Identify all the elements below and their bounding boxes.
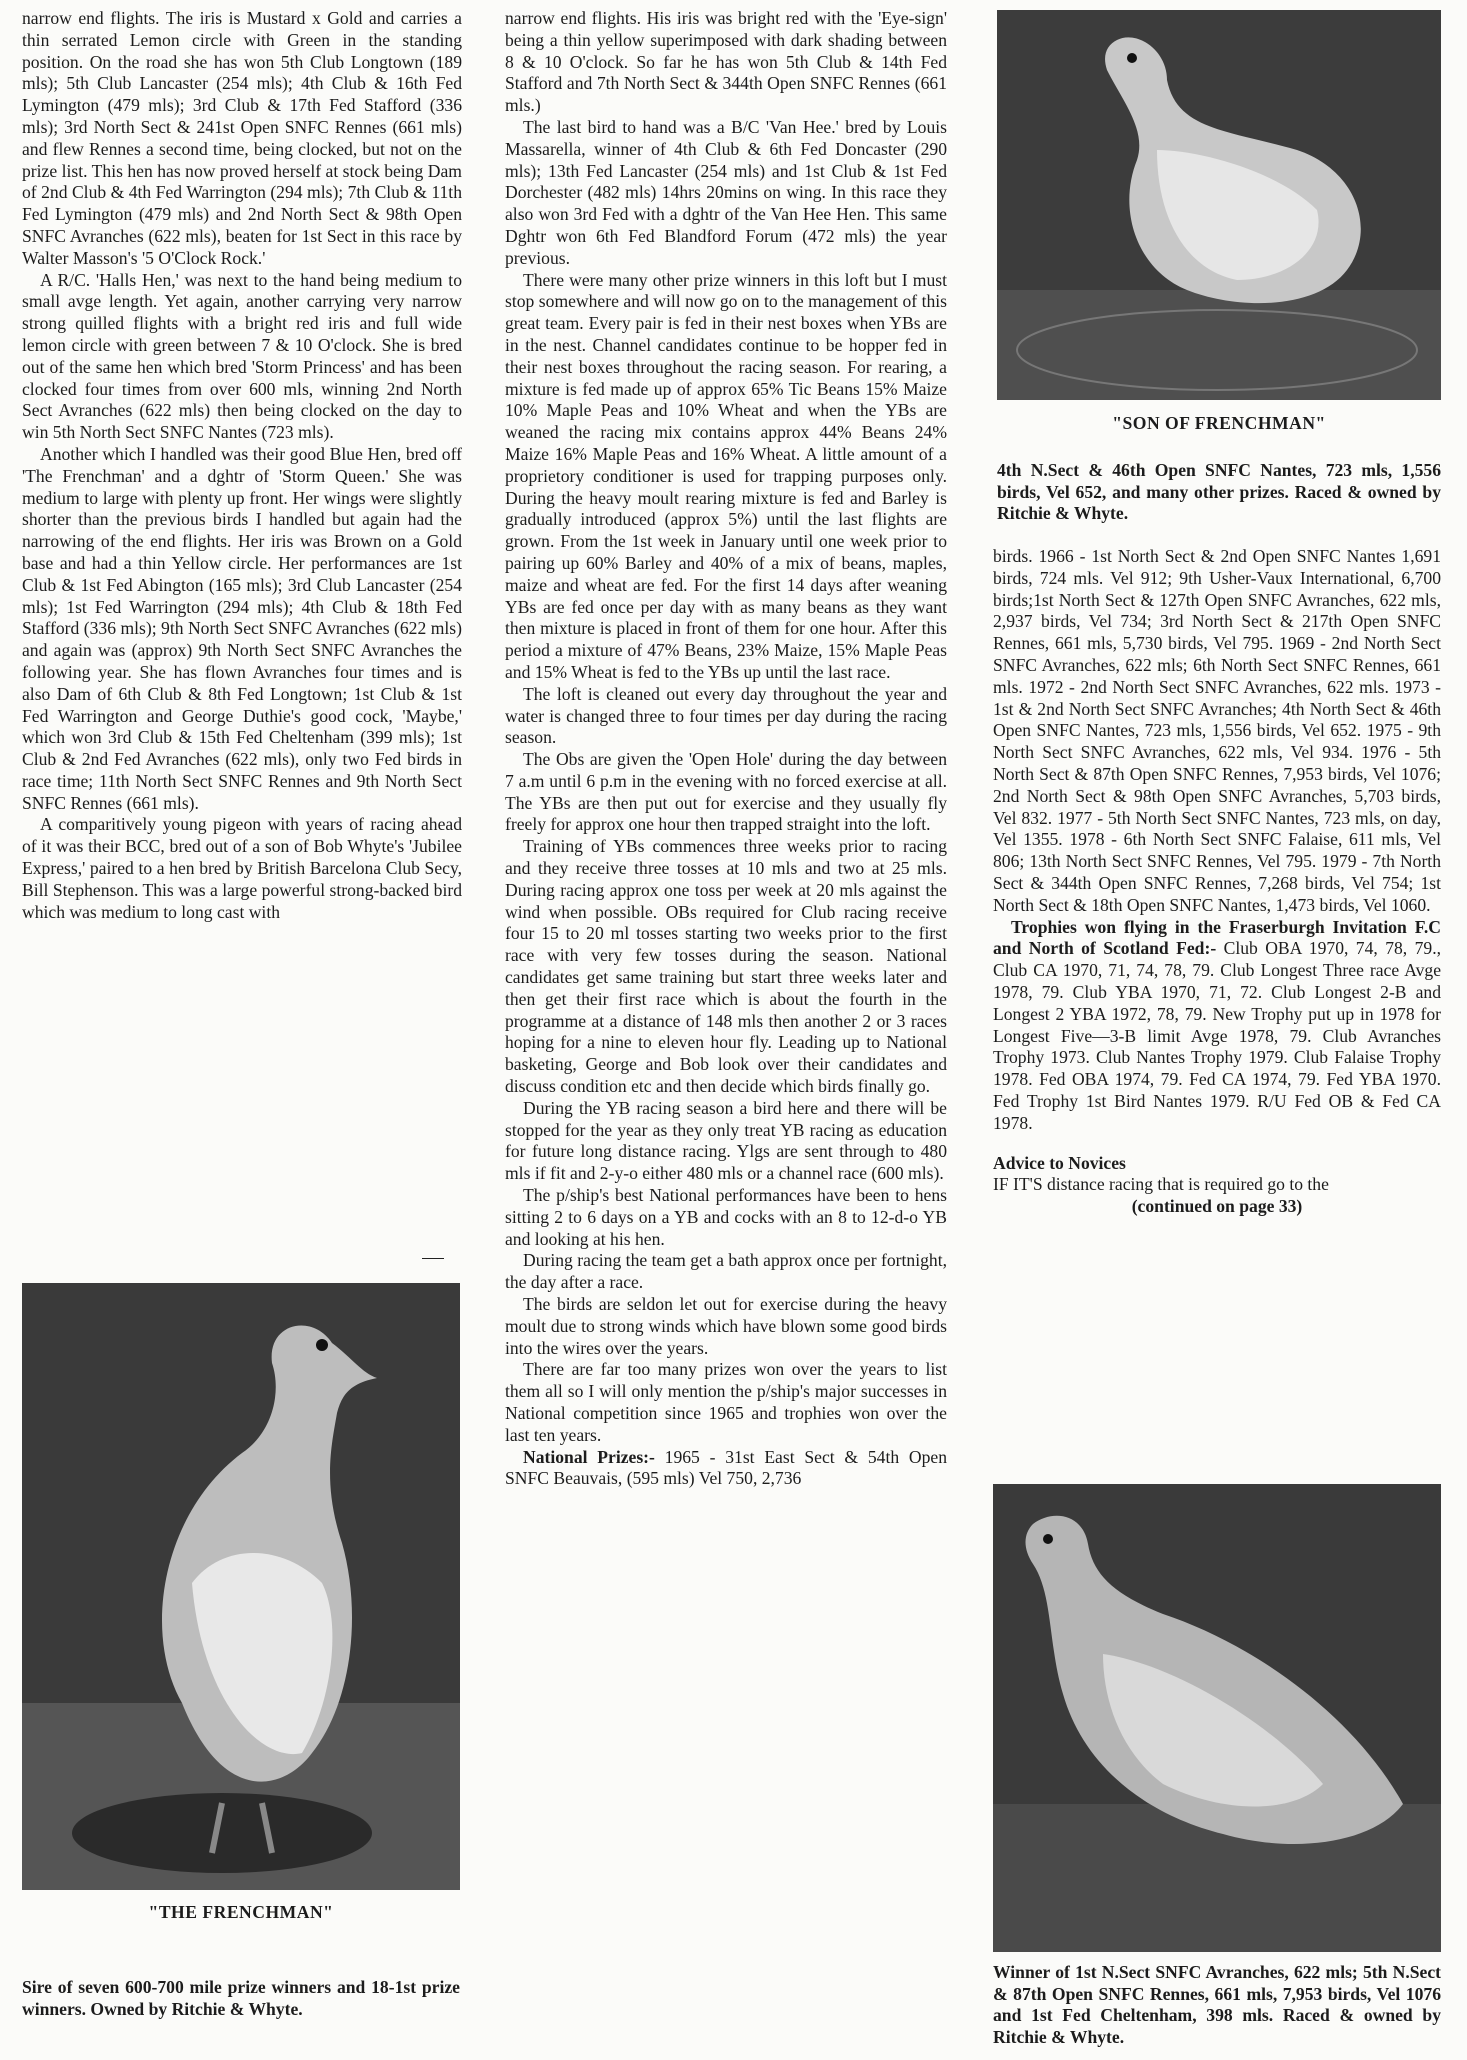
photo-nsect-winner [993,1484,1441,1952]
advice-text: IF IT'S distance racing that is required go to the [993,1174,1329,1195]
col2-paragraph-4: The loft is cleaned out every day throughout the year and water is changed three to four times per day during the racing season. [505,683,947,748]
photo-1-title: "THE FRENCHMAN" [148,1902,334,1922]
column-3 [993,546,1441,1218]
trophies-lead: Trophies won flying in the Fraserburgh Invitation F.C and North of Scotland Fed:- [993,916,1441,959]
col2-paragraph-12 [505,1447,947,1491]
photo-2-title: "SON OF FRENCHMAN" [1112,413,1326,433]
continued-note: (continued on page 33) [1131,1196,1303,1217]
col2-paragraph-3: There were many other prize winners in this loft but I must stop somewhere and will now go on to the management of this great team. Every pair is fed in their nest boxes when YBs are in the nest. Channel candidates continue to be hopper fed in their nest boxes throughout the racing season. For rearing, a mixture is fed made up of approx 65% Tic Beans 15% Maize 10% Maple Peas and 10% Wheat and when the YBs are weaned the racing mix contains approx 44% Beans 24% Maize 16% Maple Peas and 16% Wheat. A little amount of a proprietory conditioner is used for trapping purposes only. During the heavy moult rearing mixture is fed and Barley is gradually introduced (approx 5%) until the last flights are grown. From the 1st week in January until one week prior to pairing up 60% Barley and 40% of a mix of beans, maples, maize and wheat are fed. For the first 14 days after weaning YBs are fed once per day with as many beans as they want then mixture is placed in front of them for one hour. After this period a mixture of 47% Beans, 23% Maize, 15% Maple Peas and 15% Wheat is fed to the YBs up until the last race. [505,269,947,682]
photo-son-of-frenchman [997,10,1441,400]
col2-paragraph-7: During the YB racing season a bird here and there will be stopped for the year as they only treat YB racing as education for future long distance racing. Ylgs are sent through to 480 mls if fit and 2-y-o either 480 mls or a channel race (600 mls). [505,1097,947,1184]
col2-paragraph-10: The birds are seldon let out for exercise during the heavy moult due to strong winds which have blown some good birds into the wires over the years. [505,1294,947,1358]
photo-the-frenchman [22,1283,460,1890]
col1-paragraph-4: A comparitively young pigeon with years of racing ahead of it was their BCC, bred out of a son of Bob Whyte's 'Jubilee Express,' paired to a hen bred by British Barcelona Club Secy, Bill Stephenson. This was a large powerful strong-backed bird which was medium to long cast with [22,814,462,922]
col2-paragraph-11: There are far too many prizes won over the years to list them all so I will only mention the p/ship's major successes in National competition since 1965 and trophies won over the last ten years. [505,1359,947,1445]
column-1 [22,8,462,923]
national-prizes-text: 1965 - 31st East Sect & 54th Open SNFC Beauvais, (595 mls) Vel 750, 2,736 [505,1446,947,1489]
section-rule [422,1258,444,1259]
column-2 [505,8,947,1490]
photo-1-caption: Sire of seven 600-700 mile prize winners and 18-1st prize winners. Owned by Ritchie & Whyte. [22,1977,460,2019]
photo-2-caption: 4th N.Sect & 46th Open SNFC Nantes, 723 mls, 1,556 birds, Vel 652, and many other prizes. Raced & owned by Ritchie & Whyte. [997,460,1441,523]
advice-heading: Advice to Novices [993,1152,1126,1173]
col2-paragraph-8: The p/ship's best National performances have been to hens sitting 2 to 6 days on a YB and cocks with an 8 to 12-d-o YB and looking at his hen. [505,1185,947,1249]
col3-paragraph-1: birds. 1966 - 1st North Sect & 2nd Open SNFC Nantes 1,691 birds, 724 mls. Vel 912; 9th Usher-Vaux International, 6,700 birds;1st North Sect & 127th Open SNFC Avranches, 622 mls, 2,937 birds, Vel 734; 3rd North Sect & 217th Open SNFC Rennes, 661 mls, 5,730 birds, Vel 795. 1969 - 2nd North Sect SNFC Avranches, 622 mls; 6th North Sect SNFC Rennes, 661 mls. 1972 - 2nd North Sect SNFC Avranches, 622 mls. 1973 - 1st & 2nd North Sect SNFC Avranches; 4th North Sect & 46th Open SNFC Nantes, 723 mls, 1,556 birds, Vel 652. 1975 - 9th North Sect SNFC Avranches, 622 mls, Vel 934. 1976 - 5th North Sect & 87th Open SNFC Rennes, 7,953 birds, Vel 1076; 2nd North Sect & 98th Open SNFC Avranches, 5,703 birds, Vel 832. 1977 - 5th North Sect SNFC Nantes, 723 mls, on day, Vel 1355. 1978 - 6th North Sect SNFC Falaise, 611 mls, Vel 806; 13th North Sect SNFC Rennes, Vel 795. 1979 - 7th North Sect & 344th Open SNFC Rennes, 7,268 birds, Vel 754; 1st North Sect & 18th Open SNFC Nantes, 1,473 birds, Vel 1060. [993,546,1441,915]
col1-paragraph-1: narrow end flights. The iris is Mustard x Gold and carries a thin serrated Lemon circle with Green in the standing position. On the road she has won 5th Club Longtown (189 mls); 5th Club Lancaster (254 mls); 4th Club & 16th Fed Lymington (479 mls); 3rd Club & 17th Fed Stafford (336 mls); 3rd North Sect & 241st Open SNFC Rennes (661 mls) and flew Rennes a second time, being clocked, but not on the prize list. This hen has now proved herself at stock being Dam of 2nd Club & 4th Fed Warrington (294 mls); 7th Club & 11th Fed Lymington (479 mls) and 2nd North Sect & 98th Open SNFC Avranches (622 mls), beaten for 1st Sect in this race by Walter Masson's '5 O'Clock Rock.' [22,8,462,268]
pigeon-photo-1 [22,1283,460,1890]
col2-paragraph-6: Training of YBs commences three weeks prior to racing and they receive three tosses at 10 mls and two at 25 mls. During racing approx one toss per week at 20 mls against the wind when possible. OBs required for Club racing receive four 15 to 20 ml tosses starting two weeks prior to the first race with very few tosses during the season. National candidates get same training but start three weeks later and then get their first race which is about the fourth in the programme at a distance of 148 mls then another 2 or 3 races hoping for a nine to eleven hour fly. Leading up to National basketing, George and Bob look over their candidates and discuss condition etc and then decide which birds finally go. [505,836,947,1097]
col1-paragraph-2: A R/C. 'Halls Hen,' was next to the hand being medium to small avge length. Yet again, another carrying very narrow strong quilled flights with a bright red iris and full wide lemon circle with green between 7 & 10 O'clock. She is bred out of the same hen which bred 'Storm Princess' and has been clocked four times from over 600 mls, winning 2nd North Sect Avranches (622 mls) then being clocked on the day to win 5th North Sect SNFC Nantes (723 mls). [22,269,462,443]
photo-3-caption: Winner of 1st N.Sect SNFC Avranches, 622 mls; 5th N.Sect & 87th Open SNFC Rennes, 661 mls, 7,953 birds, Vel 1076 and 1st Fed Cheltenham, 398 mls. Raced & owned by Ritchie & Whyte. [993,1962,1441,2047]
pigeon-photo-3 [993,1484,1441,1952]
pigeon-photo-2 [997,10,1441,400]
col3-paragraph-2 [993,917,1441,1135]
col2-paragraph-1: narrow end flights. His iris was bright red with the 'Eye-sign' being a thin yellow superimposed with dark shading between 8 & 10 O'clock. So far he has won 5th Club & 14th Fed Stafford and 7th North Sect & 344th Open SNFC Rennes (661 mls.) [505,8,947,116]
col1-paragraph-3: Another which I handled was their good Blue Hen, bred off 'The Frenchman' and a dghtr of 'Storm Queen.' She was medium to large with plenty up front. Her wings were slightly shorter than the previous birds I handled but again had the narrowing of the end flights. Her iris was Brown on a Gold base and had a thin Yellow circle. Her performances are 1st Club & 1st Fed Abington (165 mls); 3rd Club Lancaster (254 mls); 1st Fed Warrington (294 mls); 4th Club & 18th Fed Stafford (336 mls); 9th North Sect SNFC Avranches (622 mls) and again was (approx) 9th North Sect SNFC Avranches the following year. She has flown Avranches four times and is also Dam of 6th Club & 8th Fed Longtown; 1st Club & 1st Fed Warrington and George Duthie's good cock, 'Maybe,' which won 3rd Club & 15th Fed Cheltenham (399 mls); 1st Club & 2nd Fed Avranches (622 mls), only two Fed birds in race time; 11th North Sect SNFC Rennes and 9th North Sect SNFC Rennes (661 mls). [22,443,462,813]
trophies-text: Club OBA 1970, 74, 78, 79., Club CA 1970, 71, 74, 78, 79. Club Longest Three race Avge 1978, 79. Club YBA 1970, 71, 72. Club Longest 2-B and Longest 2 YBA 1972, 78, 79. New Trophy put up in 1978 for Longest Five—3-B limit Avge 1978, 79. Club Avranches Trophy 1973. Club Nantes Trophy 1979. Club Falaise Trophy 1978. Fed OBA 1974, 79. Fed CA 1974, 79. Fed YBA 1970. Fed Trophy 1st Bird Nantes 1979. R/U Fed OB & Fed CA 1978. [993,938,1441,1133]
col2-paragraph-2: The last bird to hand was a B/C 'Van Hee.' bred by Louis Massarella, winner of 4th Club & 6th Fed Doncaster (290 mls); 13th Fed Lancaster (254 mls) and 1st Club & 1st Fed Dorchester (482 mls) 14hrs 20mins on wing. In this race they also won 3rd Fed with a dghtr of the Van Hee Hen. This same Dghtr won 6th Fed Blandford Forum (472 mls) the year previous. [505,116,947,268]
col2-paragraph-5: The Obs are given the 'Open Hole' during the day between 7 a.m until 6 p.m in the evening with no forced exercise at all. The YBs are then put out for exercise and they usually fly freely for approx one hour then trapped straight into the loft. [505,749,947,835]
col2-paragraph-9: During racing the team get a bath approx once per fortnight, the day after a race. [505,1250,947,1293]
national-prizes-lead: National Prizes:- [523,1446,655,1467]
